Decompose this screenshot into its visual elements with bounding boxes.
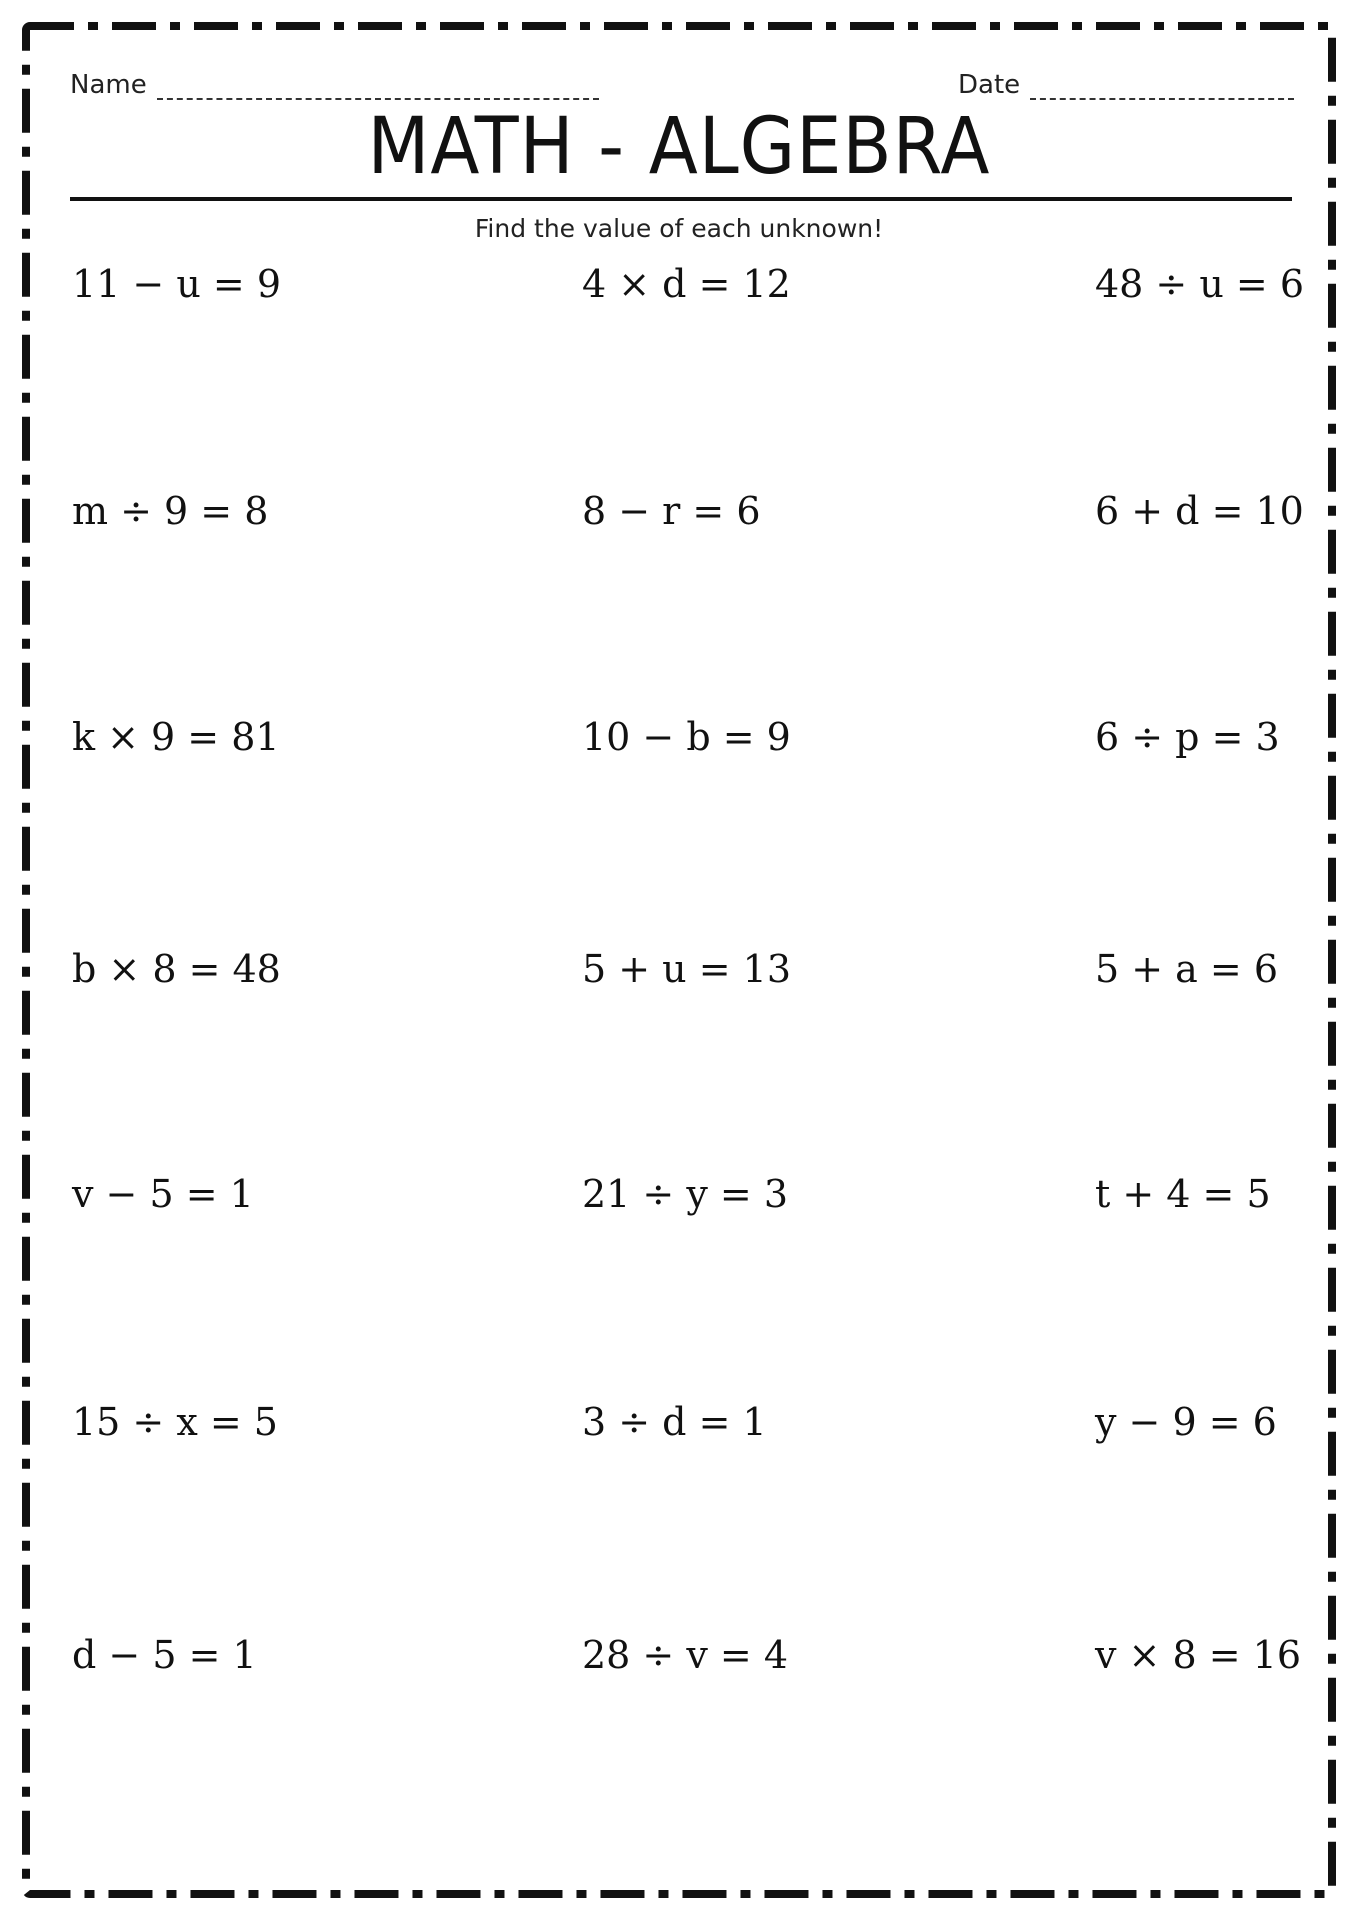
name-label: Name (70, 70, 147, 100)
equation-item: 4 × d = 12 (582, 262, 791, 306)
equation-item: 11 − u = 9 (72, 262, 281, 306)
name-line[interactable] (157, 76, 599, 100)
equation-item: 10 − b = 9 (582, 715, 791, 759)
page-title: MATH - ALGEBRA (367, 102, 991, 192)
equation-item: 21 ÷ y = 3 (582, 1172, 788, 1216)
name-field[interactable] (70, 70, 599, 100)
equation-item: b × 8 = 48 (72, 947, 281, 991)
equation-item: d − 5 = 1 (72, 1633, 257, 1677)
date-label: Date (958, 70, 1021, 100)
equation-item: 48 ÷ u = 6 (1095, 262, 1304, 306)
equation-item: 15 ÷ x = 5 (72, 1400, 278, 1444)
equation-item: t + 4 = 5 (1095, 1172, 1271, 1216)
instruction-text: Find the value of each unknown! (474, 214, 884, 243)
equation-item: v × 8 = 16 (1095, 1633, 1301, 1677)
equation-item: m ÷ 9 = 8 (72, 489, 269, 533)
date-field[interactable] (958, 70, 1294, 100)
equation-item: 8 − r = 6 (582, 489, 761, 533)
equation-item: y − 9 = 6 (1095, 1400, 1277, 1444)
equation-item: 3 ÷ d = 1 (582, 1400, 767, 1444)
equation-item: 6 + d = 10 (1095, 489, 1304, 533)
equation-item: k × 9 = 81 (72, 715, 280, 759)
equation-item: v − 5 = 1 (72, 1172, 254, 1216)
equation-item: 28 ÷ v = 4 (582, 1633, 788, 1677)
equation-item: 5 + u = 13 (582, 947, 791, 991)
title-divider (70, 197, 1292, 201)
equation-item: 5 + a = 6 (1095, 947, 1279, 991)
equation-item: 6 ÷ p = 3 (1095, 715, 1280, 759)
date-line[interactable] (1030, 76, 1294, 100)
